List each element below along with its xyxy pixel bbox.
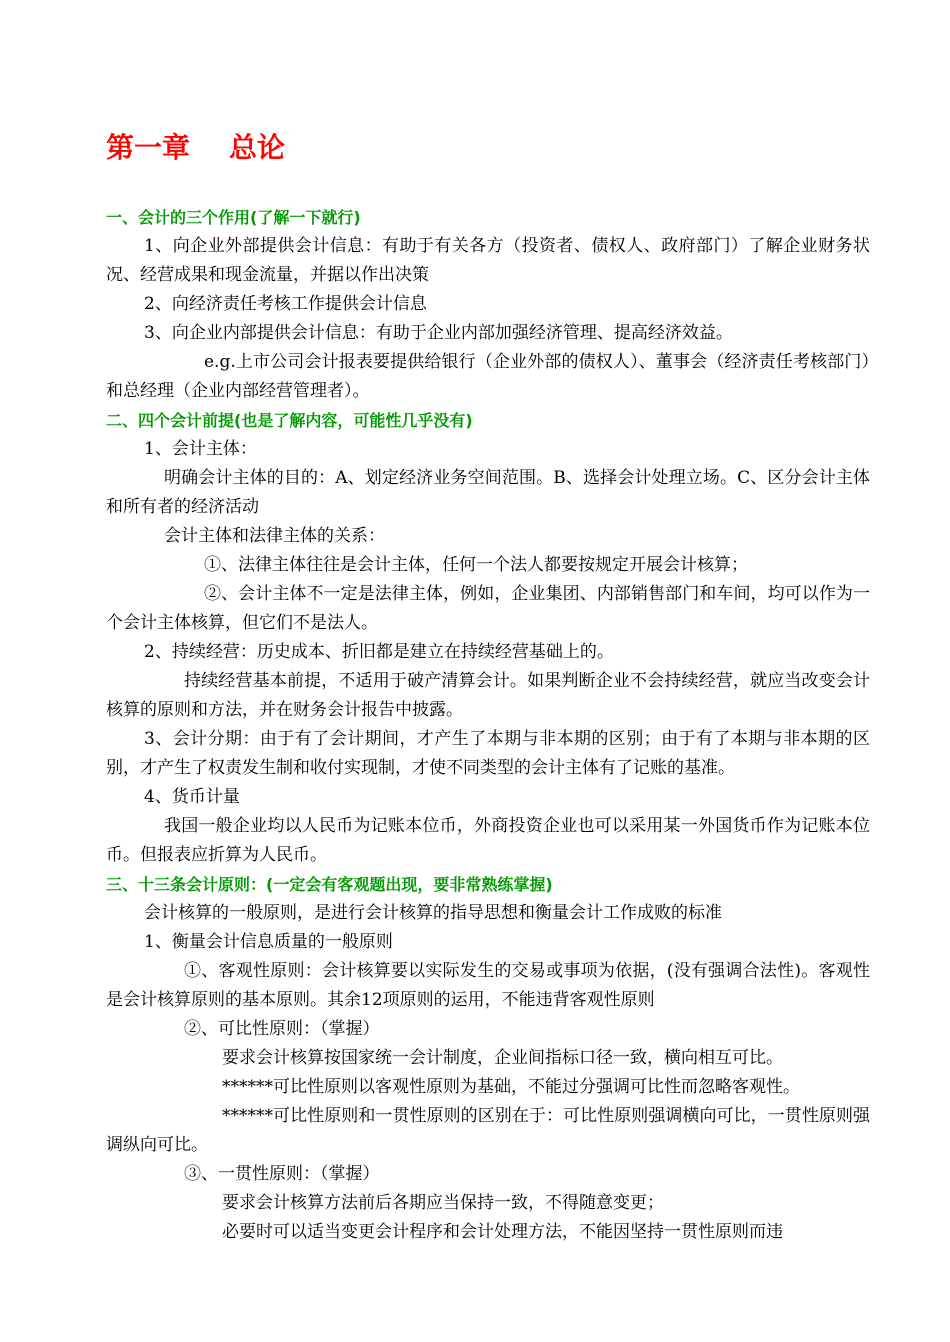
- paragraph: 4、货币计量: [144, 787, 240, 807]
- paragraph: 明确会计主体的目的：A、划定经济业务空间范围。B、选择会计处理立场。C、区分会计主体和所有者的经济活动: [106, 468, 870, 517]
- paragraph: 2、向经济责任考核工作提供会计信息: [144, 294, 427, 314]
- paragraph: 要求会计核算按国家统一会计制度，企业间指标口径一致，横向相互可比。: [222, 1048, 783, 1068]
- section-heading-3: 三、十三条会计原则：(一定会有客观题出现，要非常熟练掌握): [106, 875, 553, 894]
- paragraph: 会计核算的一般原则，是进行会计核算的指导思想和衡量会计工作成败的标准: [144, 903, 722, 923]
- section-heading-1: 一、会计的三个作用(了解一下就行): [106, 208, 361, 227]
- paragraph: ②、可比性原则：（掌握）: [184, 1019, 380, 1039]
- paragraph: ******可比性原则和一贯性原则的区别在于：可比性原则强调横向可比，一贯性原则强调纵向可比。: [106, 1106, 870, 1155]
- paragraph: 1、会计主体：: [144, 439, 257, 459]
- paragraph: ③、一贯性原则：（掌握）: [184, 1164, 380, 1184]
- paragraph: 2、持续经营：历史成本、折旧都是建立在持续经营基础上的。: [144, 642, 614, 662]
- document-body: [106, 203, 870, 1247]
- paragraph: 3、向企业内部提供会计信息：有助于企业内部加强经济管理、提高经济效益。: [144, 323, 733, 343]
- paragraph: e.g.上市公司会计报表要提供给银行（企业外部的债权人）、董事会（经济责任考核部门）和总经理（企业内部经营管理者）。: [106, 352, 870, 401]
- chapter-title: 第一章 总论: [106, 131, 285, 164]
- paragraph: ①、法律主体往往是会计主体，任何一个法人都要按规定开展会计核算；: [204, 555, 748, 575]
- paragraph: ******可比性原则以客观性原则为基础，不能过分强调可比性而忽略客观性。: [222, 1077, 800, 1097]
- paragraph: 我国一般企业均以人民币为记账本位币，外商投资企业也可以采用某一外国货币作为记账本位币。但报表应折算为人民币。: [106, 816, 870, 865]
- paragraph: ②、会计主体不一定是法律主体，例如，企业集团、内部销售部门和车间，均可以作为一个会计主体核算，但它们不是法人。: [106, 584, 870, 633]
- paragraph: 持续经营基本前提，不适用于破产清算会计。如果判断企业不会持续经营，就应当改变会计核算的原则和方法，并在财务会计报告中披露。: [106, 671, 870, 720]
- paragraph: 要求会计核算方法前后各期应当保持一致，不得随意变更；: [222, 1193, 664, 1213]
- paragraph: ①、客观性原则：会计核算要以实际发生的交易或事项为依据，(没有强调合法性)。客观性是会计核算原则的基本原则。其余12项原则的运用，不能违背客观性原则: [106, 961, 870, 1010]
- paragraph: 1、向企业外部提供会计信息：有助于有关各方（投资者、债权人、政府部门）了解企业财务状况、经营成果和现金流量，并据以作出决策: [106, 236, 870, 285]
- section-heading-2: 二、四个会计前提(也是了解内容，可能性几乎没有): [106, 411, 473, 430]
- paragraph: 必要时可以适当变更会计程序和会计处理方法，不能因坚持一贯性原则而违: [222, 1222, 783, 1242]
- paragraph: 3、会计分期：由于有了会计期间，才产生了本期与非本期的区别；由于有了本期与非本期的区别，才产生了权责发生制和收付实现制，才使不同类型的会计主体有了记账的基准。: [106, 729, 870, 778]
- paragraph: 1、衡量会计信息质量的一般原则: [144, 932, 393, 952]
- paragraph: 会计主体和法律主体的关系：: [164, 526, 385, 546]
